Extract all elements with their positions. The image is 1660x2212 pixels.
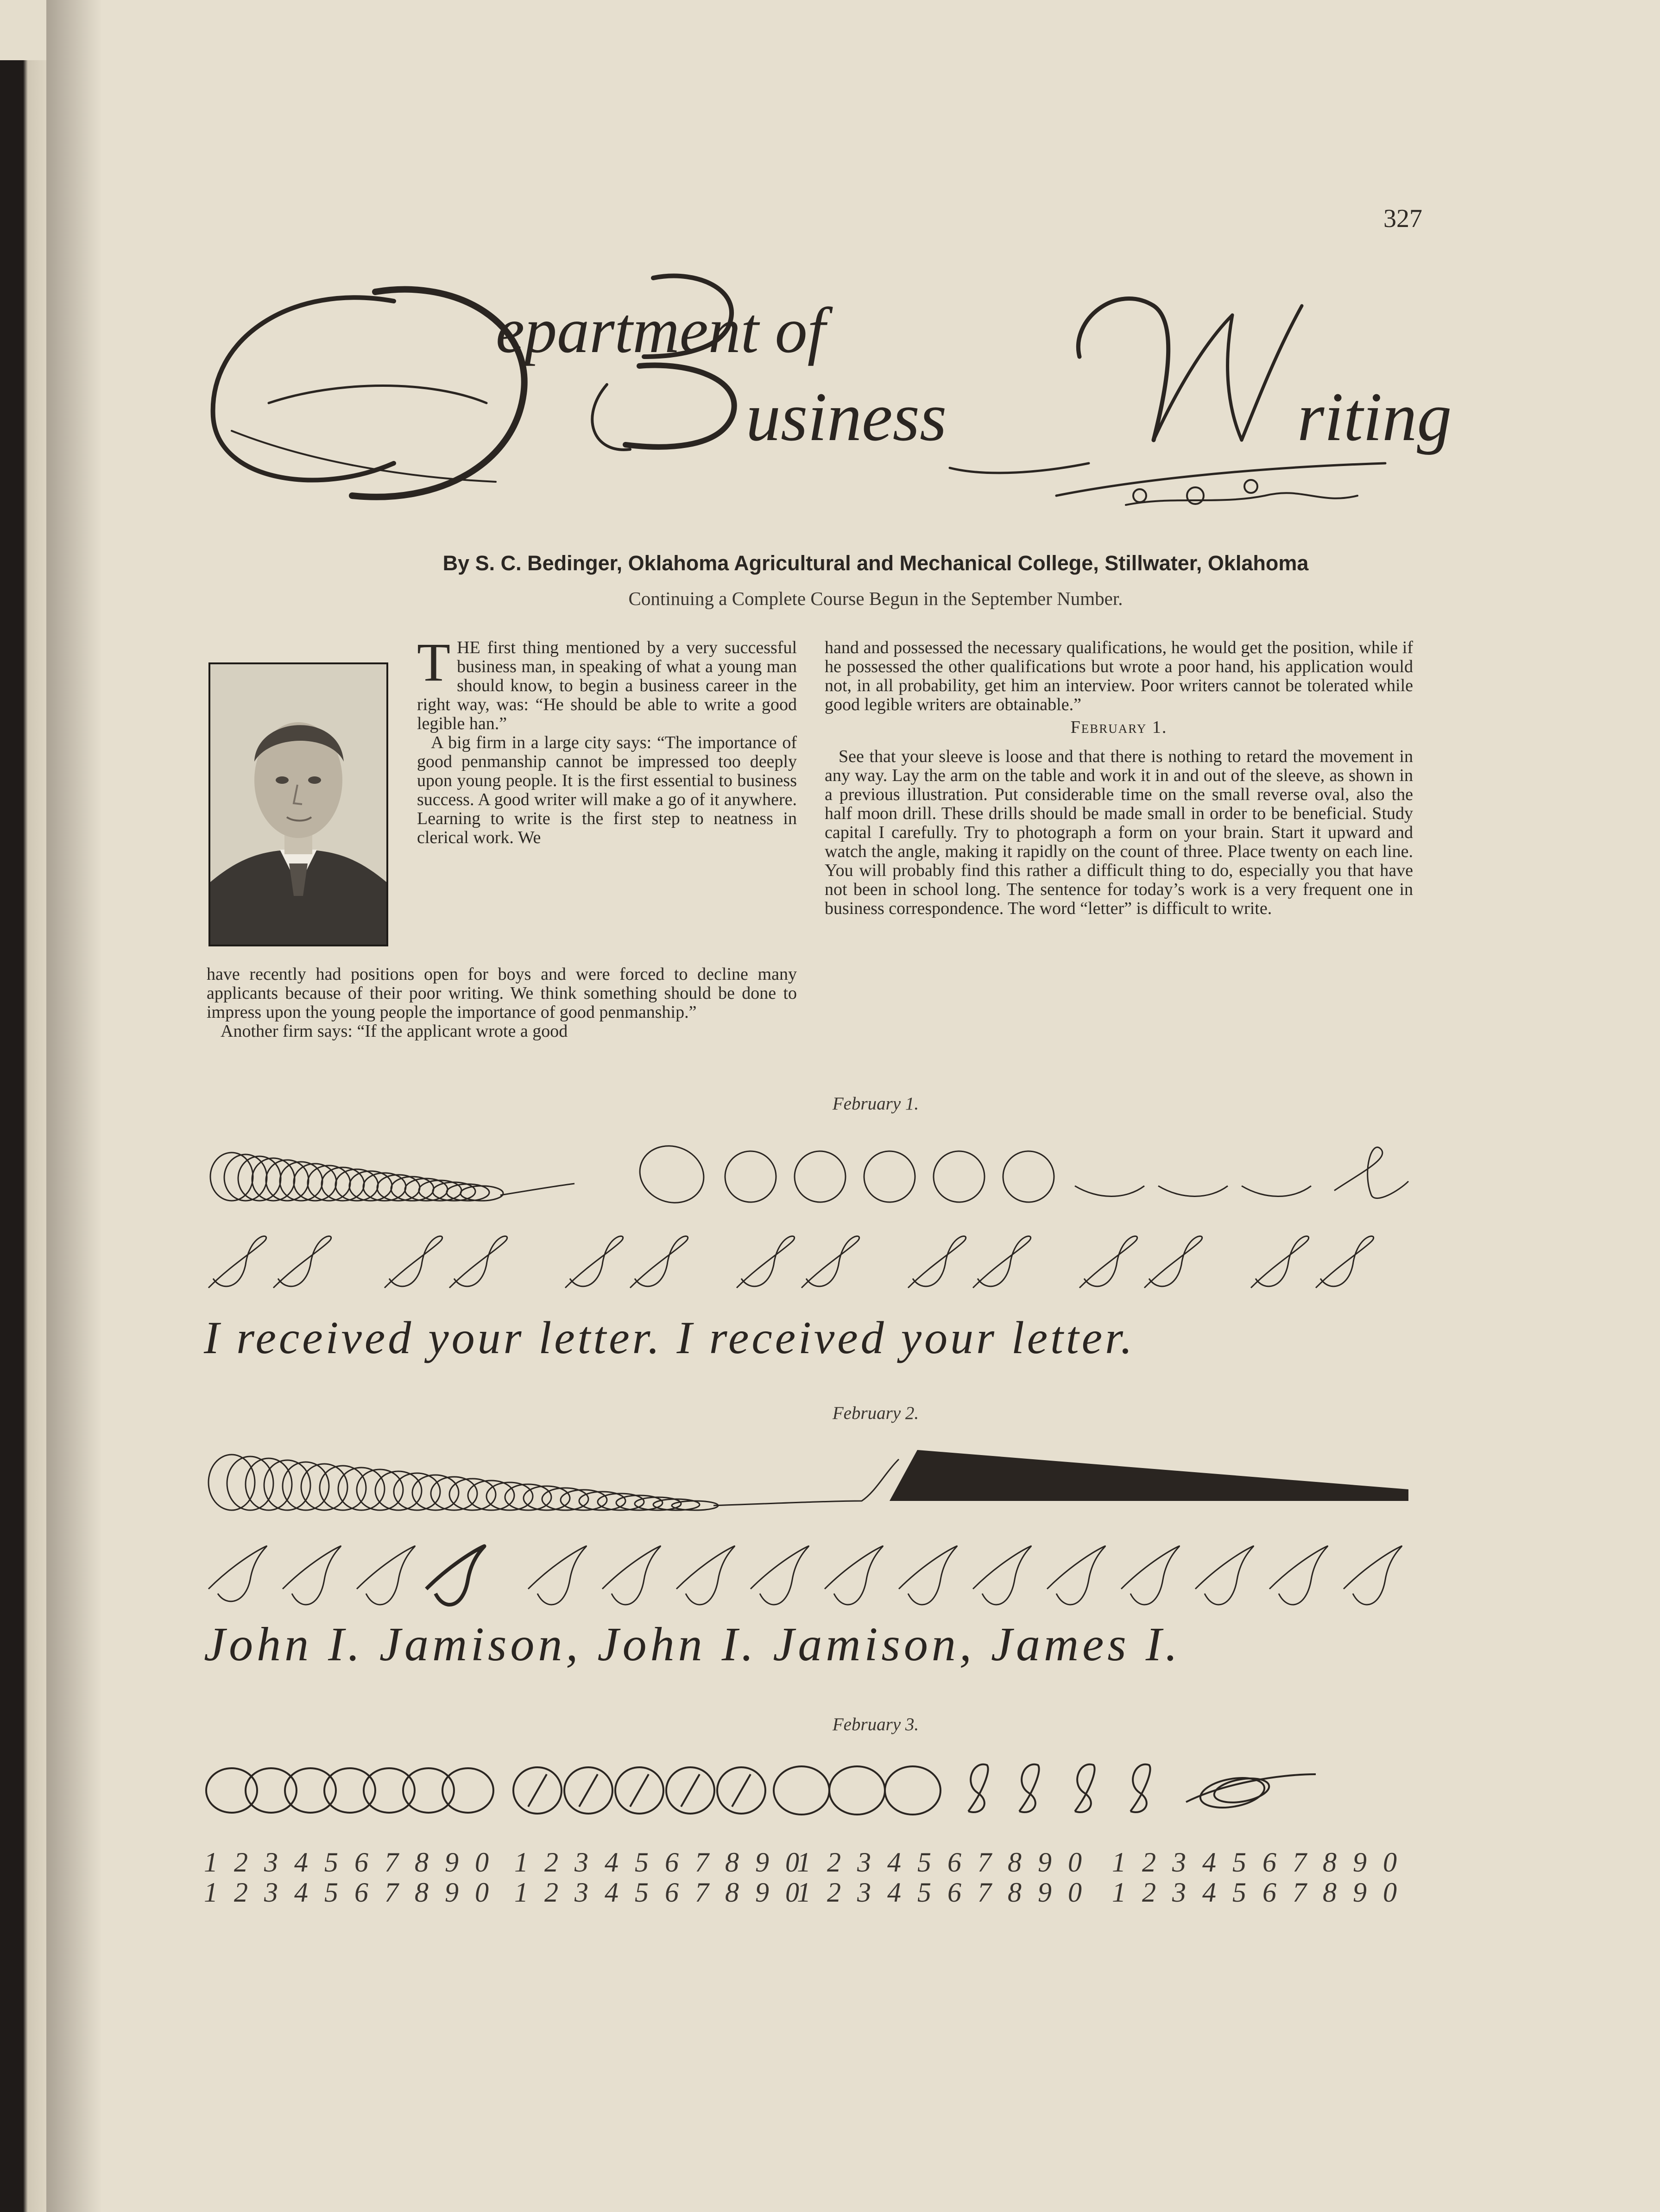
subtitle: Continuing a Complete Course Begun in the September Number. <box>628 588 1123 609</box>
paragraph-2-end: have recently had positions open for boys and were forced to decline many applicants because of their poor writing. We think something should be done to impress upon the young people the importance of good penmanship.” <box>207 964 797 1022</box>
paragraph-3: Another firm says: “If the applicant wrote a good <box>221 1021 568 1041</box>
article-column-2 <box>825 638 1413 918</box>
feb3-digits-row-1a: 1 2 3 4 5 6 7 8 9 0 <box>204 1847 493 1878</box>
feb3-digits-row-2d: 1 2 3 4 5 6 7 8 9 0 <box>1112 1877 1401 1908</box>
feb3-digits-row-2a: 1 2 3 4 5 6 7 8 9 0 <box>204 1877 493 1908</box>
feb3-digits-row-2c: 1 2 3 4 5 6 7 8 9 0 <box>797 1877 1086 1908</box>
article-column-1-bottom <box>207 965 797 1041</box>
section-heading-february-1: February 1. <box>1070 718 1168 737</box>
svg-text:usiness: usiness <box>746 378 947 455</box>
feb2-capital-j-drill <box>204 1538 1418 1617</box>
caption-february-3: February 3. <box>832 1714 919 1734</box>
paragraph-1: HE first thing mentioned by a very successful business man, in speaking of what a young man should know, to begin a business career in the right way, was: “He should be able to write a good legible han.” <box>417 638 797 733</box>
left-page-edge <box>0 60 46 2212</box>
feb3-digits-row-1d: 1 2 3 4 5 6 7 8 9 0 <box>1112 1847 1401 1878</box>
feb2-oval-and-shading-drill <box>204 1441 1418 1524</box>
paragraph-5: See that your sleeve is loose and that there is nothing to retard the movement in any way. Lay the arm on the table and work it in and out of the sleeve, as shown in a previous illustration. Put considerable time on the small reverse oval, also the half moon drill. These drills should be made small in order to be beneficial. Study capital I carefully. Try to photograph a form on your brain. Start it upward and watch the angle, making it rapidly on the count of three. Place twenty on each line. You will probably find this rather a difficult thing to do, especially you that have not been in school long. The sentence for today’s work is a very frequent one in business correspondence. The word “letter” is difficult to write. <box>825 747 1413 918</box>
svg-text:riting: riting <box>1297 378 1452 455</box>
caption-february-2: February 2. <box>832 1403 919 1423</box>
svg-text:epartment of: epartment of <box>496 295 826 366</box>
feb1-sentence-script: I received your letter. I received your letter. <box>204 1312 1135 1363</box>
byline: By S. C. Bedinger, Oklahoma Agricultural and Mechanical College, Stillwater, Oklahoma <box>442 551 1309 575</box>
feb1-oval-drill <box>204 1140 1418 1214</box>
feb3-digits-row-1c: 1 2 3 4 5 6 7 8 9 0 <box>797 1847 1086 1878</box>
article-column-1-top <box>417 632 797 847</box>
feb3-digits-row-2b: 1 2 3 4 5 6 7 8 9 0 <box>514 1877 804 1908</box>
author-portrait <box>208 662 388 946</box>
page-gutter-shadow <box>46 0 102 2212</box>
title-ornament <box>199 264 1452 533</box>
feb2-sentence-script: John I. Jamison, John I. Jamison, James I. <box>204 1618 1181 1671</box>
paragraph-2-start: A big firm in a large city says: “The importance of good penmanship cannot be impressed too deeply upon young people. It is the first essential to business success. A good writer will make a go of it anywhere. Learning to write is the first step to neatness in clerical work. We <box>417 733 797 847</box>
feb1-capital-i-drill <box>204 1228 1418 1302</box>
feb3-oval-and-figure-drill <box>204 1756 1418 1825</box>
paragraph-4: hand and possessed the necessary qualifications, he would get the position, while if he possessed the other qualifications but wrote a poor hand, his application would not, in all probability, get him an interview. Poor writers cannot be tolerated while good legible writers are obtainable.” <box>825 638 1413 714</box>
portrait-image <box>210 664 386 945</box>
page-number: 327 <box>1383 204 1422 233</box>
feb3-digits-row-1b: 1 2 3 4 5 6 7 8 9 0 <box>514 1847 804 1878</box>
drop-cap: T <box>417 632 451 693</box>
caption-february-1: February 1. <box>832 1094 919 1114</box>
